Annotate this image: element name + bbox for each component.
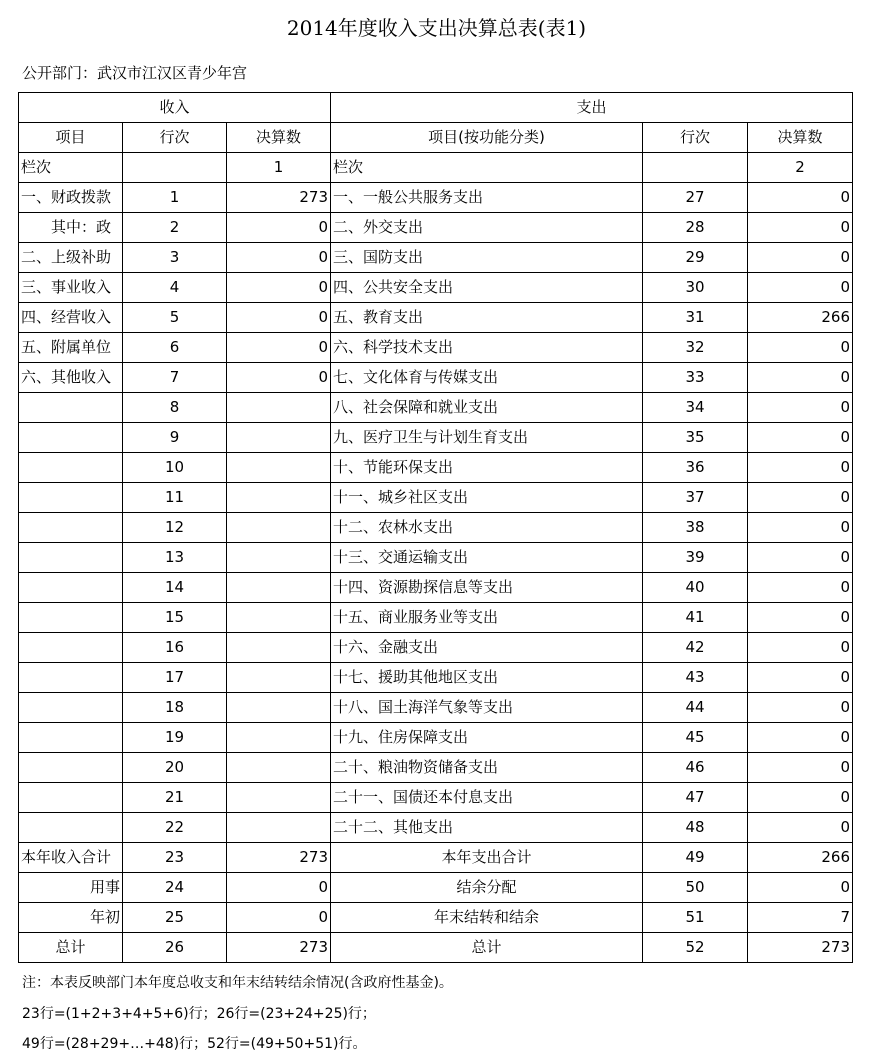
income-item	[19, 663, 123, 693]
income-item	[19, 423, 123, 453]
income-amount	[227, 813, 331, 843]
income-item	[19, 633, 123, 663]
income-amount	[227, 453, 331, 483]
income-amount	[227, 723, 331, 753]
table-row	[19, 573, 853, 603]
expense-summary-row-no: 49	[643, 843, 748, 873]
expense-amount: 0	[748, 693, 853, 723]
column-number-right: 2	[748, 153, 853, 183]
income-item	[19, 573, 123, 603]
income-summary-amount: 0	[227, 903, 331, 933]
expense-item: 七、文化体育与传媒支出	[331, 363, 643, 393]
income-summary-amount: 0	[227, 873, 331, 903]
income-summary-item: 本年收入合计	[19, 843, 123, 873]
income-item	[19, 753, 123, 783]
summary-row	[19, 873, 853, 903]
table-row	[19, 813, 853, 843]
expense-summary-item: 本年支出合计	[331, 843, 643, 873]
table-row	[19, 453, 853, 483]
expense-row-no: 39	[643, 543, 748, 573]
income-row-no: 12	[123, 513, 227, 543]
income-item: 其中：政	[19, 213, 123, 243]
expense-amount: 0	[748, 453, 853, 483]
expense-summary-amount: 7	[748, 903, 853, 933]
expense-item-header: 项目(按功能分类)	[331, 123, 643, 153]
income-amount	[227, 483, 331, 513]
expense-row-no: 35	[643, 423, 748, 453]
expense-summary-amount: 0	[748, 873, 853, 903]
income-amount: 273	[227, 183, 331, 213]
expense-row-no: 40	[643, 573, 748, 603]
table-row	[19, 723, 853, 753]
expense-amount: 0	[748, 483, 853, 513]
income-row-no: 22	[123, 813, 227, 843]
income-item	[19, 393, 123, 423]
table-row	[19, 363, 853, 393]
page-title: 2014年度收入支出决算总表(表1)	[286, 16, 587, 40]
expense-row-no: 36	[643, 453, 748, 483]
income-row-no: 5	[123, 303, 227, 333]
note-line-1: 注：本表反映部门本年度总收支和年末结转结余情况(含政府性基金)。	[22, 975, 453, 991]
expense-row-no: 46	[643, 753, 748, 783]
income-item: 六、其他收入	[19, 363, 123, 393]
expense-amount-header: 决算数	[748, 123, 853, 153]
expense-amount: 0	[748, 513, 853, 543]
expense-item: 十七、援助其他地区支出	[331, 663, 643, 693]
expense-item: 十三、交通运输支出	[331, 543, 643, 573]
expense-item: 十一、城乡社区支出	[331, 483, 643, 513]
income-summary-item: 总计	[19, 933, 123, 963]
income-summary-amount: 273	[227, 843, 331, 873]
expense-item: 四、公共安全支出	[331, 273, 643, 303]
expense-item: 十四、资源勘探信息等支出	[331, 573, 643, 603]
expense-row-no: 31	[643, 303, 748, 333]
income-row-no-header: 行次	[123, 123, 227, 153]
expense-row-no: 28	[643, 213, 748, 243]
table-row	[19, 393, 853, 423]
income-amount: 0	[227, 213, 331, 243]
expense-row-no: 42	[643, 633, 748, 663]
department-label: 公开部门：武汉市江汉区青少年宫	[22, 64, 248, 82]
expense-row-no: 41	[643, 603, 748, 633]
income-amount	[227, 783, 331, 813]
expense-amount: 0	[748, 273, 853, 303]
table-row	[19, 243, 853, 273]
income-amount	[227, 753, 331, 783]
expense-row-no: 37	[643, 483, 748, 513]
expense-amount: 0	[748, 753, 853, 783]
table-row	[19, 273, 853, 303]
expense-row-no-header: 行次	[643, 123, 748, 153]
expense-row-no: 38	[643, 513, 748, 543]
income-item	[19, 813, 123, 843]
expense-amount: 0	[748, 633, 853, 663]
income-item	[19, 783, 123, 813]
expense-amount: 0	[748, 783, 853, 813]
expense-item: 十九、住房保障支出	[331, 723, 643, 753]
income-amount-header: 决算数	[227, 123, 331, 153]
income-item	[19, 693, 123, 723]
income-row-no: 6	[123, 333, 227, 363]
income-row-no: 9	[123, 423, 227, 453]
income-item	[19, 543, 123, 573]
income-header: 收入	[19, 93, 331, 123]
expense-row-no: 29	[643, 243, 748, 273]
income-amount	[227, 393, 331, 423]
expense-row-no: 33	[643, 363, 748, 393]
income-summary-amount: 273	[227, 933, 331, 963]
income-row-no: 18	[123, 693, 227, 723]
expense-row-no: 47	[643, 783, 748, 813]
expense-amount: 0	[748, 183, 853, 213]
expense-row-no: 43	[643, 663, 748, 693]
expense-amount: 0	[748, 393, 853, 423]
summary-row	[19, 903, 853, 933]
expense-amount: 266	[748, 303, 853, 333]
expense-item: 十八、国土海洋气象等支出	[331, 693, 643, 723]
table-row	[19, 753, 853, 783]
expense-item: 三、国防支出	[331, 243, 643, 273]
income-row-no: 11	[123, 483, 227, 513]
expense-amount: 0	[748, 723, 853, 753]
table-row	[19, 423, 853, 453]
note-line-2: 23行=(1+2+3+4+5+6)行；26行=(23+24+25)行；	[22, 1006, 376, 1022]
expense-row-no: 48	[643, 813, 748, 843]
expense-summary-row-no: 50	[643, 873, 748, 903]
expense-summary-amount: 273	[748, 933, 853, 963]
income-item	[19, 603, 123, 633]
income-amount	[227, 693, 331, 723]
expense-item: 二十二、其他支出	[331, 813, 643, 843]
expense-item: 二、外交支出	[331, 213, 643, 243]
expense-item: 五、教育支出	[331, 303, 643, 333]
income-amount: 0	[227, 333, 331, 363]
table-row	[19, 303, 853, 333]
income-row-no: 13	[123, 543, 227, 573]
column-label-left: 栏次	[19, 153, 123, 183]
note-line-3: 49行=(28+29+…+48)行；52行=(49+50+51)行。	[22, 1036, 367, 1052]
expense-item: 十二、农林水支出	[331, 513, 643, 543]
income-amount	[227, 633, 331, 663]
table-row	[19, 543, 853, 573]
income-row-no: 1	[123, 183, 227, 213]
income-item: 五、附属单位	[19, 333, 123, 363]
expense-row-no: 34	[643, 393, 748, 423]
income-row-no: 21	[123, 783, 227, 813]
table-row	[19, 693, 853, 723]
income-row-no: 3	[123, 243, 227, 273]
expense-summary-amount: 266	[748, 843, 853, 873]
table-row	[19, 333, 853, 363]
income-row-no: 7	[123, 363, 227, 393]
table-row	[19, 603, 853, 633]
expense-row-no: 44	[643, 693, 748, 723]
column-number-row	[19, 153, 853, 183]
expense-item: 九、医疗卫生与计划生育支出	[331, 423, 643, 453]
income-summary-row-no: 26	[123, 933, 227, 963]
expense-amount: 0	[748, 543, 853, 573]
income-item	[19, 453, 123, 483]
expense-item: 二十一、国债还本付息支出	[331, 783, 643, 813]
income-item: 四、经营收入	[19, 303, 123, 333]
income-row-no: 8	[123, 393, 227, 423]
summary-row	[19, 933, 853, 963]
table-row	[19, 513, 853, 543]
section-header-row	[19, 93, 853, 123]
income-item: 一、财政拨款	[19, 183, 123, 213]
table-row	[19, 663, 853, 693]
expense-summary-item: 结余分配	[331, 873, 643, 903]
expense-amount: 0	[748, 423, 853, 453]
expense-amount: 0	[748, 213, 853, 243]
expense-summary-row-no: 51	[643, 903, 748, 933]
income-row-no: 15	[123, 603, 227, 633]
income-amount	[227, 423, 331, 453]
income-amount: 0	[227, 303, 331, 333]
expense-amount: 0	[748, 813, 853, 843]
income-summary-row-no: 24	[123, 873, 227, 903]
expense-header: 支出	[331, 93, 853, 123]
income-summary-row-no: 23	[123, 843, 227, 873]
expense-amount: 0	[748, 603, 853, 633]
table-row	[19, 213, 853, 243]
income-item	[19, 723, 123, 753]
table-row	[19, 633, 853, 663]
column-label-right: 栏次	[331, 153, 643, 183]
income-row-no: 4	[123, 273, 227, 303]
expense-item: 十、节能环保支出	[331, 453, 643, 483]
expense-row-no: 32	[643, 333, 748, 363]
income-amount: 0	[227, 273, 331, 303]
expense-amount: 0	[748, 363, 853, 393]
income-row-no: 17	[123, 663, 227, 693]
table-row	[19, 483, 853, 513]
expense-item: 一、一般公共服务支出	[331, 183, 643, 213]
expense-row-no: 27	[643, 183, 748, 213]
income-item-header: 项目	[19, 123, 123, 153]
expense-item: 六、科学技术支出	[331, 333, 643, 363]
income-summary-row-no: 25	[123, 903, 227, 933]
expense-item: 二十、粮油物资储备支出	[331, 753, 643, 783]
expense-amount: 0	[748, 333, 853, 363]
expense-amount: 0	[748, 573, 853, 603]
income-summary-item: 用事	[19, 873, 123, 903]
income-row-no: 10	[123, 453, 227, 483]
income-item	[19, 483, 123, 513]
expense-item: 十六、金融支出	[331, 633, 643, 663]
income-amount: 0	[227, 243, 331, 273]
expense-item: 八、社会保障和就业支出	[331, 393, 643, 423]
table-row	[19, 183, 853, 213]
income-amount: 0	[227, 363, 331, 393]
income-item: 三、事业收入	[19, 273, 123, 303]
budget-table	[18, 92, 853, 963]
income-row-no: 2	[123, 213, 227, 243]
income-item: 二、上级补助	[19, 243, 123, 273]
column-number-left: 1	[227, 153, 331, 183]
income-item	[19, 513, 123, 543]
income-amount	[227, 513, 331, 543]
income-row-no: 14	[123, 573, 227, 603]
income-row-no: 16	[123, 633, 227, 663]
table-row	[19, 783, 853, 813]
expense-row-no: 45	[643, 723, 748, 753]
expense-summary-row-no: 52	[643, 933, 748, 963]
income-row-no: 20	[123, 753, 227, 783]
expense-summary-item: 年末结转和结余	[331, 903, 643, 933]
expense-summary-item: 总计	[331, 933, 643, 963]
summary-row	[19, 843, 853, 873]
column-header-row	[19, 123, 853, 153]
expense-amount: 0	[748, 663, 853, 693]
income-summary-item: 年初	[19, 903, 123, 933]
income-amount	[227, 603, 331, 633]
income-amount	[227, 573, 331, 603]
income-amount	[227, 663, 331, 693]
expense-row-no: 30	[643, 273, 748, 303]
expense-amount: 0	[748, 243, 853, 273]
income-amount	[227, 543, 331, 573]
income-row-no: 19	[123, 723, 227, 753]
expense-item: 十五、商业服务业等支出	[331, 603, 643, 633]
